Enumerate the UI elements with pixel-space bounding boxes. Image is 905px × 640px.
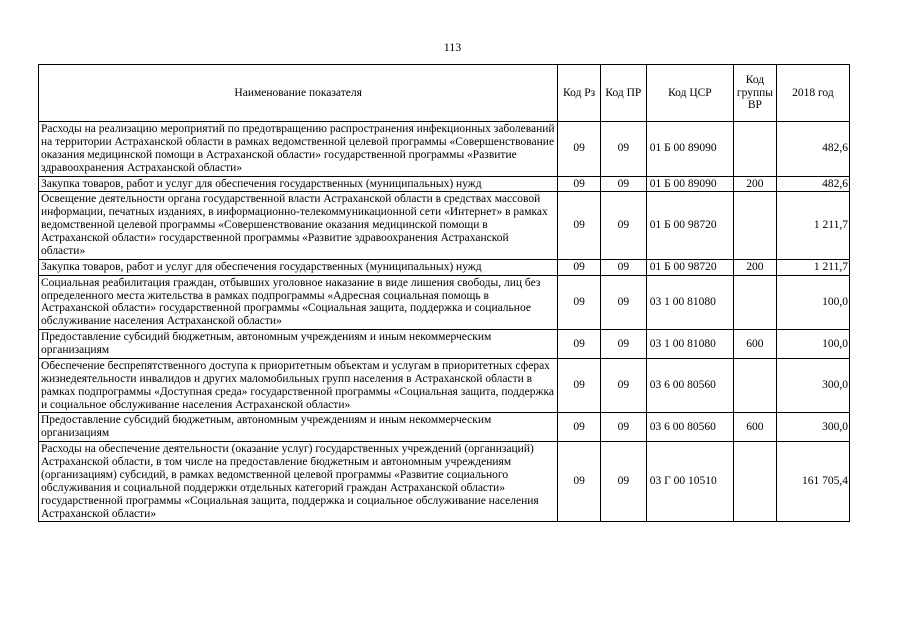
header-year: 2018 год: [776, 65, 849, 122]
header-name: Наименование показателя: [39, 65, 558, 122]
row-pr: 09: [600, 192, 646, 259]
row-vr: [734, 122, 777, 177]
row-pr: 09: [600, 176, 646, 192]
row-csr: 03 6 00 80560: [646, 358, 733, 413]
row-amount: 482,6: [776, 122, 849, 177]
row-vr: 200: [734, 259, 777, 275]
row-pr: 09: [600, 259, 646, 275]
table-row: [39, 413, 850, 442]
row-rz: 09: [558, 275, 601, 330]
row-name: Расходы на реализацию мероприятий по предотвращению распространения инфекционных заболеваний на территории Астраханской области в рамках ведомственной целевой программы «Совершенствование оказания медицинской помощи в Астраханской области» государственной программы «Развитие здравоохранения Астраханской области»: [39, 122, 558, 177]
row-amount: 100,0: [776, 330, 849, 359]
budget-table: [38, 64, 850, 522]
row-amount: 1 211,7: [776, 192, 849, 259]
row-pr: 09: [600, 358, 646, 413]
row-pr: 09: [600, 122, 646, 177]
row-amount: 300,0: [776, 358, 849, 413]
row-name: Обеспечение беспрепятственного доступа к приоритетным объектам и услугам в приоритетных сферах жизнедеятельности инвалидов и других маломобильных групп населения в Астраханской области в рамках подпрограммы «Доступная среда» государственной программы «Социальная защита, поддержка и социальное обслуживание населения Астраханской области»: [39, 358, 558, 413]
row-amount: 482,6: [776, 176, 849, 192]
row-name: Освещение деятельности органа государственной власти Астраханской области в средствах массовой информации, печатных изданиях, в информационно-телекоммуникационной сети «Интернет» в рамках ведомственной целевой программы «Совершенствование оказания медицинской помощи в Астраханской области» государственной программы «Развитие здравоохранения Астраханской области»: [39, 192, 558, 259]
row-vr: [734, 358, 777, 413]
row-vr: [734, 192, 777, 259]
table-row: [39, 122, 850, 177]
row-amount: 1 211,7: [776, 259, 849, 275]
row-rz: 09: [558, 358, 601, 413]
row-name: Предоставление субсидий бюджетным, автономным учреждениям и иным некоммерческим организациям: [39, 413, 558, 442]
row-rz: 09: [558, 442, 601, 522]
table-row: [39, 259, 850, 275]
header-pr: Код ПР: [600, 65, 646, 122]
row-name: Закупка товаров, работ и услуг для обеспечения государственных (муниципальных) нужд: [39, 259, 558, 275]
table-row: [39, 330, 850, 359]
row-pr: 09: [600, 330, 646, 359]
table-header-row: [39, 65, 850, 122]
table-row: [39, 275, 850, 330]
row-amount: 300,0: [776, 413, 849, 442]
row-vr: 600: [734, 330, 777, 359]
row-csr: 01 Б 00 89090: [646, 122, 733, 177]
row-rz: 09: [558, 122, 601, 177]
row-csr: 03 Г 00 10510: [646, 442, 733, 522]
row-name: Социальная реабилитация граждан, отбывших уголовное наказание в виде лишения свободы, лиц без определенного места жительства в рамках подпрограммы «Адресная социальная помощь в Астраханской области» государственной программы «Социальная защита, поддержка и социальное обслуживание населения Астраханской области»: [39, 275, 558, 330]
row-vr: [734, 442, 777, 522]
table-row: [39, 192, 850, 259]
table-row: [39, 176, 850, 192]
row-csr: 03 1 00 81080: [646, 330, 733, 359]
row-amount: 100,0: [776, 275, 849, 330]
row-name: Предоставление субсидий бюджетным, автономным учреждениям и иным некоммерческим организациям: [39, 330, 558, 359]
row-pr: 09: [600, 442, 646, 522]
table-row: [39, 442, 850, 522]
row-vr: 200: [734, 176, 777, 192]
row-rz: 09: [558, 192, 601, 259]
row-name: Расходы на обеспечение деятельности (оказание услуг) государственных учреждений (организаций) Астраханской области, в том числе на предоставление бюджетным и автономным учреждениям (организациям) субсидий, в рамках ведомственной целевой программы «Развитие социального обслуживания и социальной поддержки отдельных категорий граждан Астраханской области» государственной программы «Социальная защита, поддержка и социальное обслуживание населения Астраханской области»: [39, 442, 558, 522]
row-rz: 09: [558, 259, 601, 275]
row-rz: 09: [558, 413, 601, 442]
row-vr: [734, 275, 777, 330]
row-rz: 09: [558, 176, 601, 192]
header-rz: Код Рз: [558, 65, 601, 122]
row-vr: 600: [734, 413, 777, 442]
table-row: [39, 358, 850, 413]
row-csr: 03 1 00 81080: [646, 275, 733, 330]
header-vr: Код группы ВР: [734, 65, 777, 122]
row-csr: 01 Б 00 89090: [646, 176, 733, 192]
row-csr: 01 Б 00 98720: [646, 259, 733, 275]
page-number: 113: [443, 40, 462, 54]
row-pr: 09: [600, 413, 646, 442]
row-csr: 03 6 00 80560: [646, 413, 733, 442]
row-name: Закупка товаров, работ и услуг для обеспечения государственных (муниципальных) нужд: [39, 176, 558, 192]
row-csr: 01 Б 00 98720: [646, 192, 733, 259]
row-rz: 09: [558, 330, 601, 359]
row-pr: 09: [600, 275, 646, 330]
header-csr: Код ЦСР: [646, 65, 733, 122]
row-amount: 161 705,4: [776, 442, 849, 522]
